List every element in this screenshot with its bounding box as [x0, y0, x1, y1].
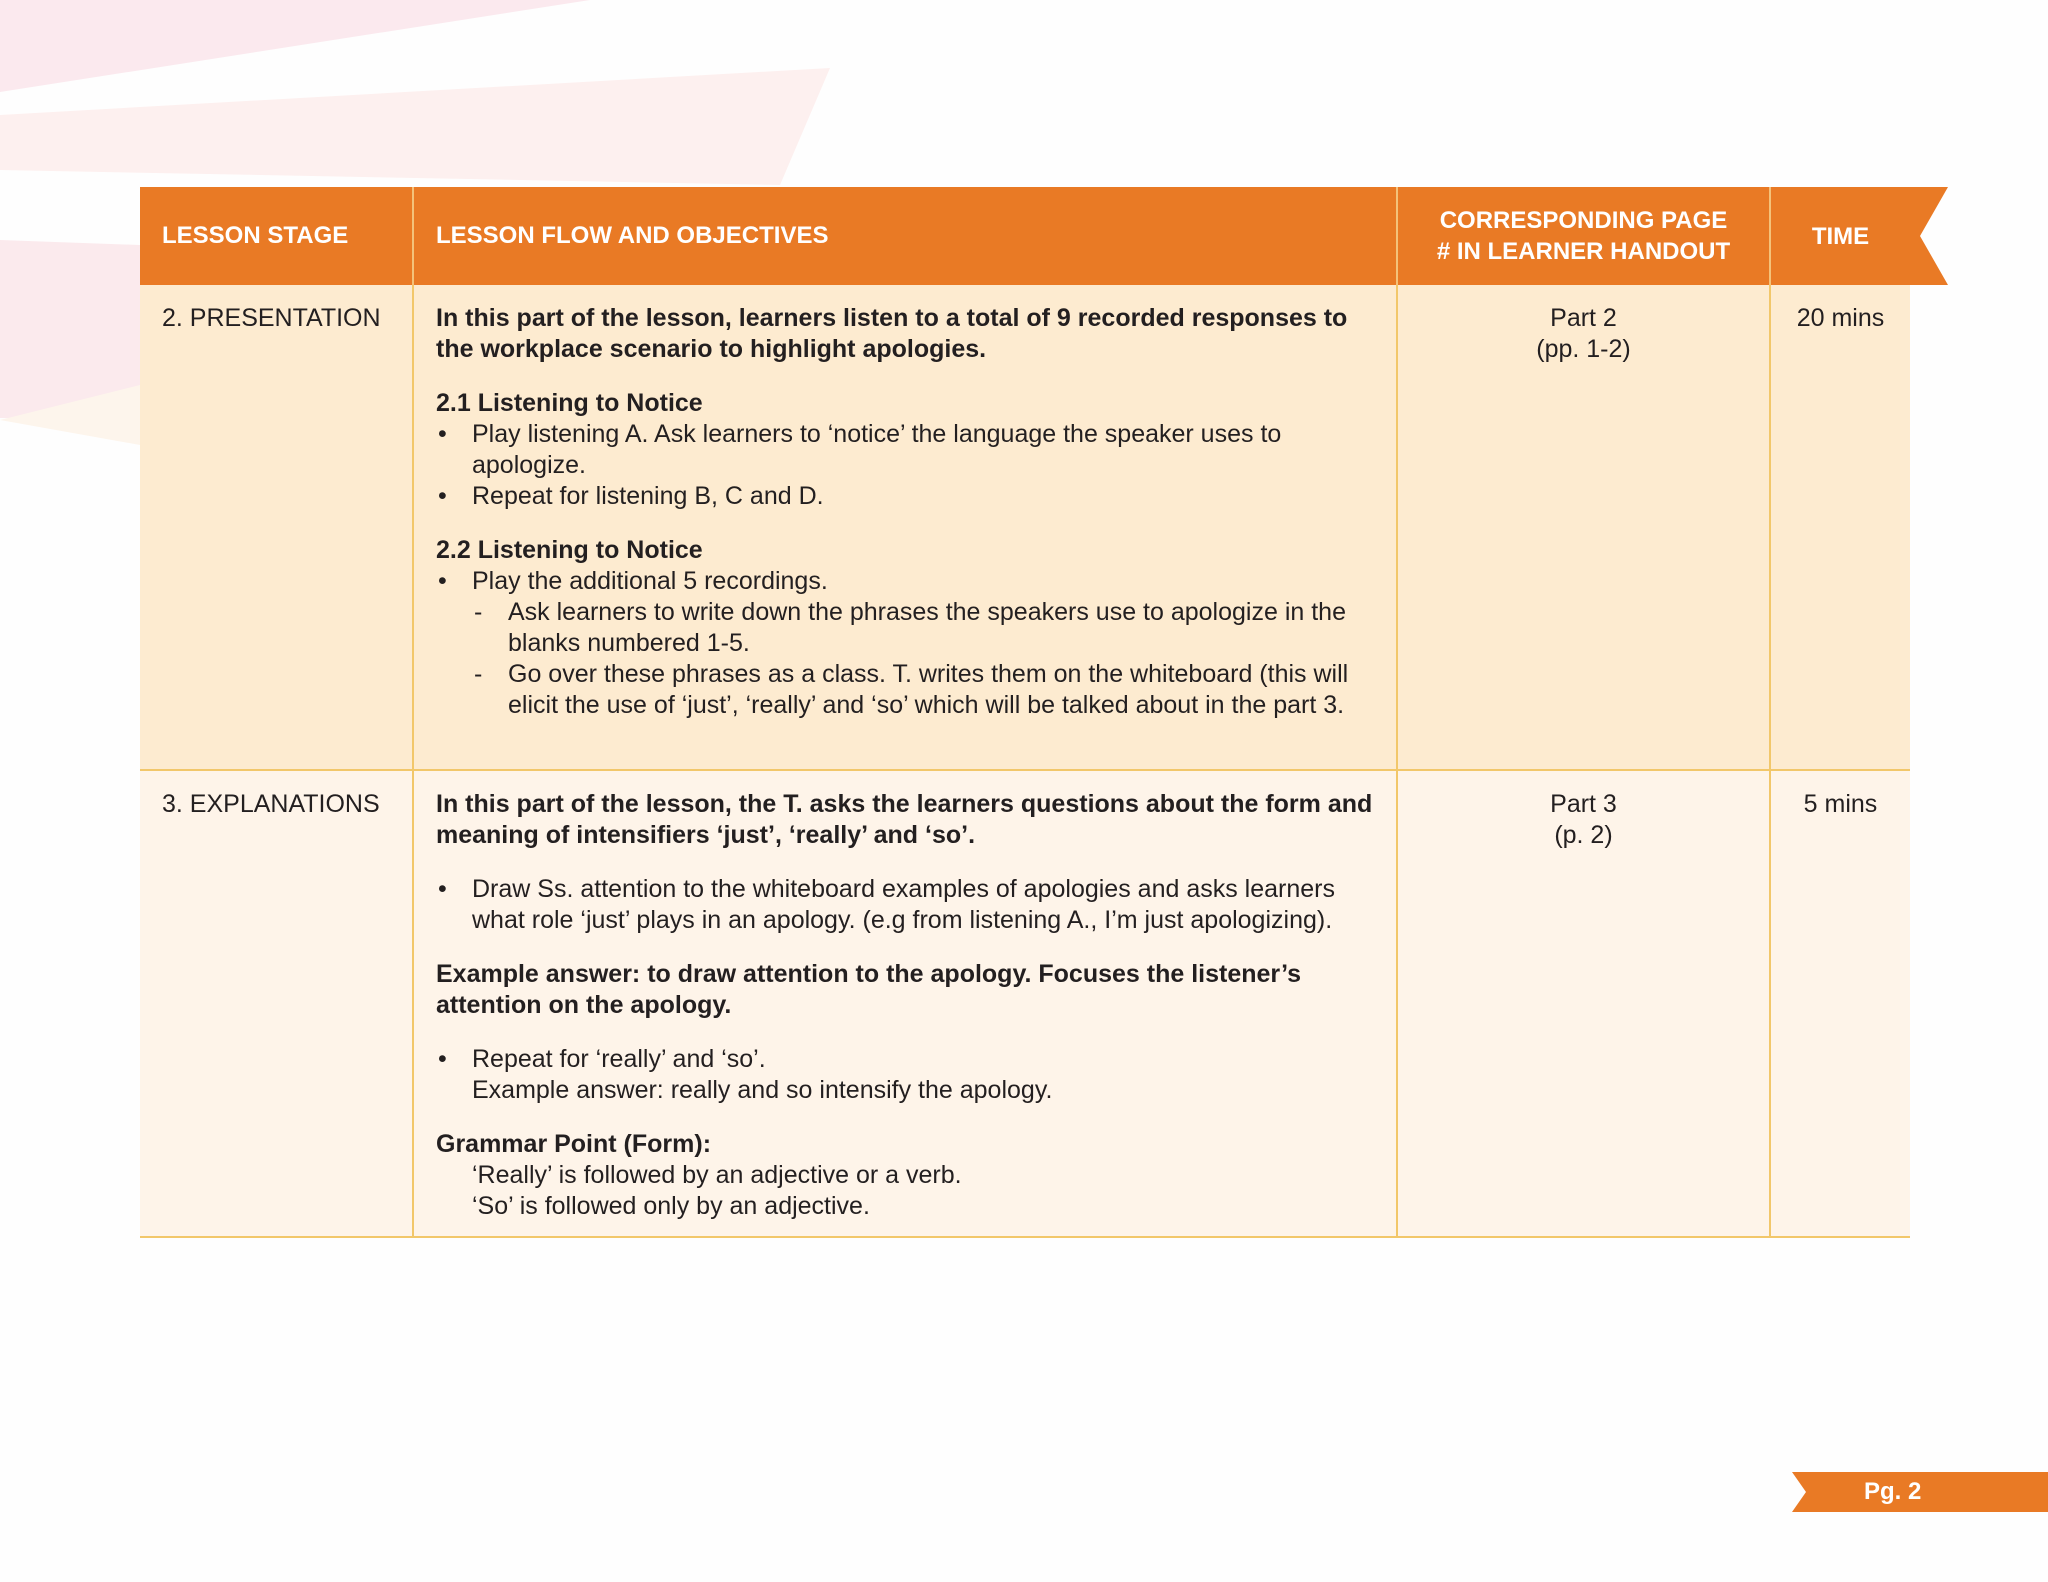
page-number-tag	[1792, 1472, 2048, 1512]
page-line-2: (pp. 1-2)	[1536, 335, 1631, 363]
section-repeat	[436, 1044, 1374, 1106]
bullet-item: • Play listening A. Ask learners to ‘notice’ the language the speaker uses to apologize.	[436, 419, 1374, 481]
header-lesson-stage: LESSON STAGE	[140, 187, 413, 285]
flow-cell	[413, 285, 1397, 770]
header-time: TIME	[1770, 187, 1910, 285]
sub-item: - Ask learners to write down the phrases the speakers use to apologize in the blanks numbered 1-5.	[436, 597, 1374, 659]
page-number: Pg. 2	[1864, 1478, 1922, 1505]
example-line: Example answer: really and so intensify the apology.	[472, 1076, 1053, 1104]
page-line-1: Part 3	[1550, 790, 1617, 818]
header-page-line-2: # IN LEARNER HANDOUT	[1436, 238, 1731, 265]
time-cell: 20 mins	[1770, 285, 1910, 770]
header-lesson-flow: LESSON FLOW AND OBJECTIVES	[413, 187, 1397, 285]
page-line-1: Part 2	[1550, 304, 1617, 332]
header-page-line-1: CORRESPONDING PAGE	[1439, 207, 1728, 234]
lesson-plan-table	[140, 187, 1910, 1238]
section-intro: In this part of the lesson, the T. asks the learners questions about the form and meaning of intensifiers ‘just’, ‘really’ and ‘so’.	[436, 790, 1373, 849]
grammar-title: Grammar Point (Form):	[436, 1130, 712, 1158]
header-ribbon-tail	[1910, 187, 1950, 285]
grammar-point	[436, 1129, 1374, 1222]
bullet-item: • Play the additional 5 recordings.	[436, 566, 1374, 597]
page-cell	[1397, 285, 1770, 770]
header-corresponding-page	[1397, 187, 1770, 285]
page-cell	[1397, 770, 1770, 1237]
bullet-item: • Repeat for listening B, C and D.	[436, 481, 1374, 512]
stage-cell: 2. PRESENTATION	[140, 285, 413, 770]
section-2-1	[436, 388, 1374, 512]
bullet-item: • Draw Ss. attention to the whiteboard examples of apologies and asks learners what role ‘just’ plays in an apology. (e.g from listening A., I’m just apologizing).	[436, 874, 1374, 936]
bullet-item: • Repeat for ‘really’ and ‘so’.	[436, 1044, 1374, 1075]
grammar-line: ‘Really’ is followed by an adjective or a verb.	[472, 1161, 962, 1189]
example-answer: Example answer: to draw attention to the apology. Focuses the listener’s attention on the apology.	[436, 960, 1301, 1019]
section-2-2	[436, 535, 1374, 721]
time-cell: 5 mins	[1770, 770, 1910, 1237]
sub-item: - Go over these phrases as a class. T. writes them on the whiteboard (this will elicit the use of ‘just’, ‘really’ and ‘so’ which will be talked about in the part 3.	[436, 659, 1374, 721]
table-row	[140, 770, 1910, 1237]
grammar-line: ‘So’ is followed only by an adjective.	[472, 1192, 870, 1220]
section-title: 2.2 Listening to Notice	[436, 536, 703, 564]
stage-cell: 3. EXPLANATIONS	[140, 770, 413, 1237]
section-intro: In this part of the lesson, learners listen to a total of 9 recorded responses to the workplace scenario to highlight apologies.	[436, 304, 1348, 363]
flow-cell	[413, 770, 1397, 1237]
page-line-2: (p. 2)	[1554, 821, 1613, 849]
table-row	[140, 285, 1910, 770]
section-title: 2.1 Listening to Notice	[436, 389, 703, 417]
table-header-row	[140, 187, 1910, 285]
